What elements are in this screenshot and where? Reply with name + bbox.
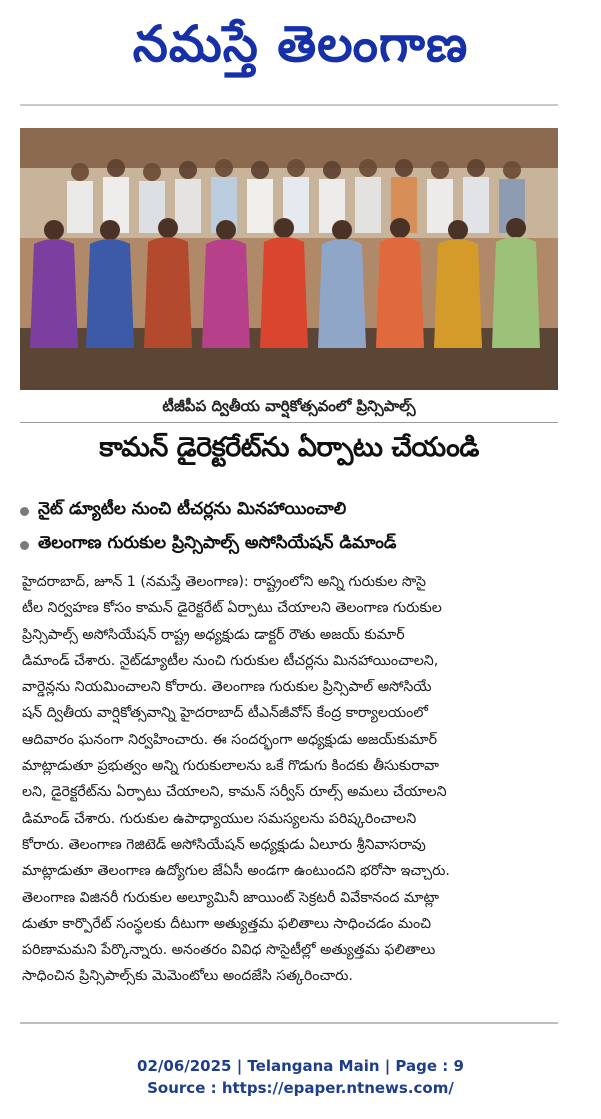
subheadline-list xyxy=(20,494,558,562)
news-photo xyxy=(20,128,558,390)
subheadline-text: తెలంగాణ గురుకుల ప్రిన్సిపాల్స్ అసోసియేషన్ డిమాండ్ xyxy=(38,533,397,553)
body-line: సాధించిన ప్రిన్సిపాల్స్‌కు మెమెంటోలు అందజేసి సత్కరించారు. xyxy=(22,968,353,985)
body-line: హైదరాబాద్, జూన్ 1 (నమస్తే తెలంగాణ): రాష్ట్రంలోని అన్ని గురుకుల సొసై xyxy=(22,574,426,590)
group-photo-image xyxy=(20,128,558,390)
body-line: తెలంగాణ విజినరీ గురుకుల అల్యూమినీ జాయింట్ సెక్రటరీ వివేకానంద మాట్లా xyxy=(22,889,439,906)
edition-info: 02/06/2025 | Telangana Main | Page : 9 xyxy=(137,1057,464,1075)
top-divider xyxy=(20,104,558,106)
photo-caption: టీజీపీప ద్వితీయ వార్షికోత్సవంలో ప్రిన్సిపాల్స్ xyxy=(162,397,416,415)
body-line: ప్రిన్సిపాల్స్ అసోసియేషన్ రాష్ట్ర అధ్యక్షుడు డాక్టర్ రౌతు అజయ్ కుమార్ xyxy=(22,626,405,643)
masthead xyxy=(0,0,601,100)
bottom-divider xyxy=(20,1022,558,1024)
body-line: షన్ ద్వితీయ వార్షికోత్సవాన్ని హైదరాబాద్ టీఎన్‌జీవోస్ కేంద్ర కార్యాలయంలో xyxy=(22,705,428,722)
bullet-icon xyxy=(20,507,29,516)
newspaper-logo: నమస్తే తెలంగాణ xyxy=(132,15,469,73)
caption-divider xyxy=(20,422,558,423)
body-line: టీల నిర్వహణ కోసం కామన్ డైరెక్టరేట్ ఏర్పాటు చేయాలని తెలంగాణ గురుకుల xyxy=(22,600,442,617)
body-line: ఆదివారం ఘనంగా నిర్వహించారు. ఈ సందర్భంగా అధ్యక్షుడు అజయ్‌కుమార్ xyxy=(22,731,438,748)
body-line: పరిణామమని పేర్కొన్నారు. అనంతరం వివిధ సొసైటీల్లో అత్యుత్తమ ఫలితాలు xyxy=(22,942,436,959)
body-line: లని, డైరెక్టరేట్‌ను ఏర్పాటు చేయాలని, కామన్ సర్వీస్ రూల్స్ అమలు చేయాలని xyxy=(22,784,447,801)
subheadline-item xyxy=(20,528,558,562)
body-line: మాట్లాడుతూ ప్రభుత్వం అన్ని గురుకులాలను ఒకే గొడుగు కిందకు తీసుకురావా xyxy=(22,758,439,775)
source-link[interactable]: Source : https://epaper.ntnews.com/ xyxy=(147,1079,454,1097)
subheadline-item xyxy=(20,494,558,528)
body-line: మాట్లాడుతూ తెలంగాణ ఉద్యోగుల జేఏసీ అండగా ఉంటుందని భరోసా ఇచ్చారు. xyxy=(22,863,450,880)
subheadline-text: నైట్ డ్యూటీల నుంచి టీచర్లను మినహాయించాలి xyxy=(38,499,347,519)
body-line: డుతూ కార్పొరేట్ సంస్థలకు దీటుగా అత్యుత్తమ ఫలితాలు సాధించడం మంచి xyxy=(22,915,432,932)
article-body xyxy=(22,569,558,990)
body-line: వార్డెన్లను నియమించాలని కోరారు. తెలంగాణ గురుకుల ప్రిన్సిపాల్ అసోసియే xyxy=(22,679,432,696)
body-line: డిమాండ్ చేశారు. గురుకుల ఉపాధ్యాయుల సమస్యలను పరిష్కరించాలని xyxy=(22,810,417,827)
article-headline: కామన్ డైరెక్టరేట్‌ను ఏర్పాటు చేయండి xyxy=(99,432,479,463)
body-line: డిమాండ్ చేశారు. నైట్‌డ్యూటీల నుంచి గురుకుల టీచర్లను మినహాయించాలని, xyxy=(22,652,439,669)
body-line: కోరారు. తెలంగాణ గెజిటెడ్ అసోసియేషన్ అధ్యక్షుడు ఏలూరు శ్రీనివాసరావు xyxy=(22,836,426,853)
bullet-icon xyxy=(20,541,29,550)
